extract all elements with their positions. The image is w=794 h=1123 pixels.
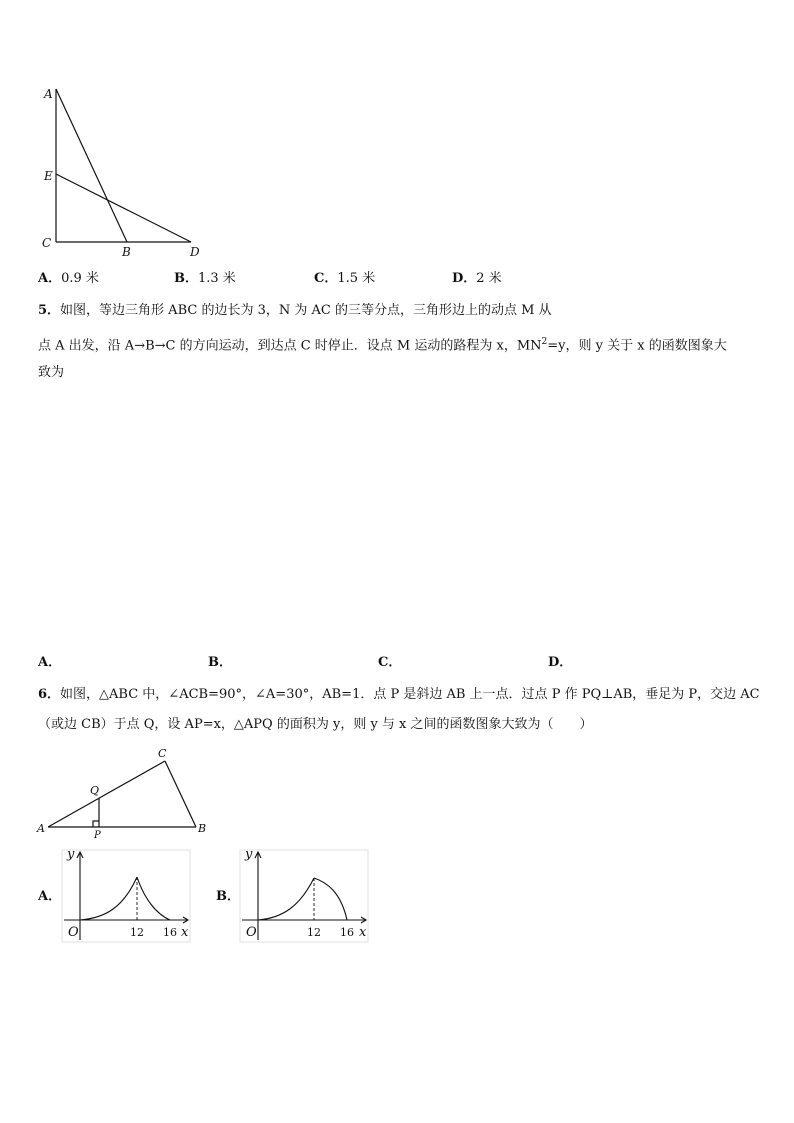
question-text: 致为 bbox=[38, 365, 65, 380]
q5-line-1 bbox=[38, 302, 552, 320]
y-label: y bbox=[245, 848, 253, 862]
y-label: y bbox=[67, 848, 75, 862]
segment-AB bbox=[56, 89, 127, 242]
segment-ED bbox=[56, 174, 191, 242]
curve-rise bbox=[258, 878, 314, 920]
question-text: 点 A 出发，沿 A→B→C 的方向运动，到达点 C 时停止．设点 M 运动的路程为 x，MN bbox=[38, 338, 542, 354]
superscript: 2 bbox=[541, 337, 548, 347]
question-number: 5． bbox=[38, 303, 61, 318]
q5-line-2 bbox=[38, 333, 727, 355]
tick-label-16: 16 bbox=[340, 926, 354, 939]
question-text: （或边 CB）于点 Q，设 AP=x，△APQ 的面积为 y，则 y 与 x 之间的函数图象大致为（ ） bbox=[38, 717, 593, 732]
option-text: 2 米 bbox=[476, 271, 502, 286]
tick-label-16: 16 bbox=[163, 926, 177, 939]
question-text: 如图，等边三角形 ABC 的边长为 3，N 为 AC 的三等分点，三角形边上的动点 M 从 bbox=[60, 303, 552, 318]
segment-CB bbox=[165, 761, 196, 827]
q4-option-b[interactable] bbox=[174, 270, 236, 288]
option-key: B． bbox=[174, 271, 198, 286]
option-text: 0.9 米 bbox=[61, 271, 99, 286]
tick-label-12: 12 bbox=[307, 926, 321, 939]
label-C: C bbox=[42, 236, 52, 250]
segment-AC bbox=[48, 761, 165, 827]
label-D: D bbox=[190, 245, 200, 258]
q4-option-c[interactable] bbox=[314, 270, 375, 288]
curve-rise bbox=[80, 877, 137, 920]
question-text: =y，则 y 关于 x 的函数图象大 bbox=[547, 338, 727, 354]
question-text: 如图，△ABC 中，∠ACB=90°，∠A=30°，AB=1．点 P 是斜边 AB 上一点．过点 P 作 PQ⊥AB，垂足为 P，交边 AC bbox=[60, 687, 760, 702]
q5-option-d[interactable]: D． bbox=[548, 655, 573, 670]
option-key: A． bbox=[38, 271, 62, 286]
origin-label: O bbox=[246, 925, 257, 940]
curve-fall bbox=[314, 878, 347, 920]
label-A: A bbox=[44, 87, 53, 101]
q6-option-a-label[interactable]: A． bbox=[38, 889, 62, 904]
option-text: 1.5 米 bbox=[337, 271, 376, 286]
q6-line-2 bbox=[38, 716, 593, 734]
q5-line-3 bbox=[38, 364, 64, 382]
label-P: P bbox=[94, 830, 101, 839]
label-C: C bbox=[158, 747, 167, 760]
q6-line-1 bbox=[38, 686, 760, 704]
figure-right-triangle-ladder bbox=[38, 78, 208, 258]
label-B: B bbox=[122, 245, 131, 258]
tick-label-12: 12 bbox=[130, 926, 144, 939]
figure-triangle-apq bbox=[36, 747, 206, 839]
q6-option-b-label[interactable]: B． bbox=[216, 889, 240, 904]
q5-option-b[interactable]: B． bbox=[208, 655, 232, 670]
label-E: E bbox=[44, 169, 53, 183]
q4-option-d[interactable] bbox=[452, 270, 502, 288]
x-label: x bbox=[181, 925, 189, 940]
q4-option-a[interactable] bbox=[38, 270, 99, 288]
curve-fall bbox=[137, 877, 170, 920]
option-text: 1.3 米 bbox=[198, 271, 236, 286]
option-key: C． bbox=[314, 271, 338, 286]
q5-option-a[interactable]: A． bbox=[38, 655, 62, 670]
label-Q: Q bbox=[90, 784, 100, 797]
label-A: A bbox=[37, 822, 45, 835]
label-B: B bbox=[198, 822, 206, 835]
q6-graph-a[interactable] bbox=[60, 848, 192, 944]
q6-graph-b[interactable] bbox=[238, 848, 370, 944]
origin-label: O bbox=[68, 925, 79, 940]
q5-option-c[interactable]: C． bbox=[378, 655, 402, 670]
x-label: x bbox=[359, 925, 367, 940]
option-key: D． bbox=[452, 271, 477, 286]
right-angle-mark bbox=[93, 821, 99, 827]
question-number: 6． bbox=[38, 687, 61, 702]
